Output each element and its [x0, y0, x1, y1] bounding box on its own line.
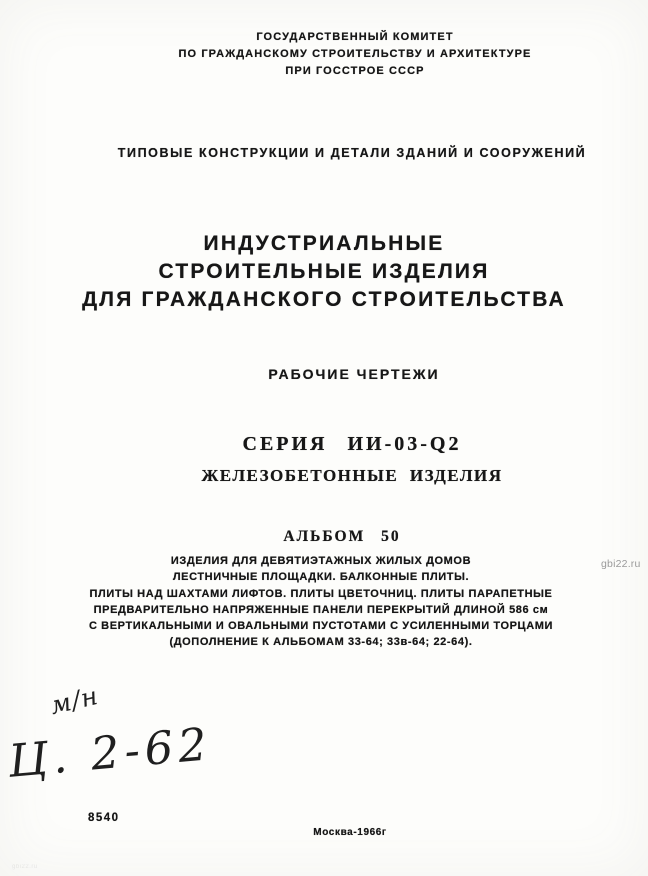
description-line: ИЗДЕЛИЯ ДЛЯ ДЕВЯТИЭТАЖНЫХ ЖИЛЫХ ДОМОВ [170, 555, 472, 567]
main-title-line-2: СТРОИТЕЛЬНЫЕ ИЗДЕЛИЯ [158, 260, 490, 283]
organization-line-2: ПО ГРАЖДАНСКОМУ СТРОИТЕЛЬСТВУ И АРХИТЕКТУРЕ [178, 48, 532, 60]
contents-description [0, 553, 645, 651]
print-order-code: 8540 [88, 812, 120, 824]
description-line: ПРЕДВАРИТЕЛЬНО НАПРЯЖЕННЫЕ ПАНЕЛИ ПЕРЕКРЫТИЙ ДЛИНОЙ 586 см [93, 603, 549, 616]
organization-line-1: ГОСУДАРСТВЕННЫЙ КОМИТЕТ [256, 31, 454, 43]
main-title-line-3: ДЛЯ ГРАЖДАНСКОГО СТРОИТЕЛЬСТВА [82, 288, 566, 311]
document-category-line: ТИПОВЫЕ КОНСТРУКЦИИ И ДЕТАЛИ ЗДАНИЙ И СООРУЖЕНИЙ [117, 146, 587, 160]
description-line: С ВЕРТИКАЛЬНЫМИ И ОВАЛЬНЫМИ ПУСТОТАМИ С УСИЛЕННЫМИ ТОРЦАМИ [88, 620, 554, 633]
main-title [0, 230, 648, 314]
description-line: ПЛИТЫ НАД ШАХТАМИ ЛИФТОВ. ПЛИТЫ ЦВЕТОЧНИЦ. ПЛИТЫ ПАРАПЕТНЫЕ [89, 587, 553, 600]
corner-watermark: gbi22.ru [12, 864, 38, 870]
organization-line-3: ПРИ ГОССТРОЕ СССР [285, 65, 425, 77]
site-watermark: gbi22.ru [601, 558, 641, 570]
series-designation: СЕРИЯ ИИ-03-Q2 [242, 433, 462, 455]
issuing-organization [31, 29, 648, 80]
subtitle-working-drawings: РАБОЧИЕ ЧЕРТЕЖИ [268, 366, 440, 382]
album-number: АЛЬБОМ 50 [283, 528, 401, 545]
imprint-city-year: Москва-1966г [313, 827, 387, 838]
handwritten-annotation-main: Ц. 2-62 [6, 717, 214, 788]
material-line: ЖЕЛЕЗОБЕТОННЫЕ ИЗДЕЛИЯ [201, 466, 503, 485]
main-title-line-1: ИНДУСТРИАЛЬНЫЕ [203, 232, 445, 255]
description-line: (ДОПОЛНЕНИЕ К АЛЬБОМАМ 33-64; 33в-64; 22-64). [169, 636, 473, 649]
handwritten-annotation-top: м/н [47, 680, 102, 721]
description-line: ЛЕСТНИЧНЫЕ ПЛОЩАДКИ. БАЛКОННЫЕ ПЛИТЫ. [172, 571, 470, 584]
